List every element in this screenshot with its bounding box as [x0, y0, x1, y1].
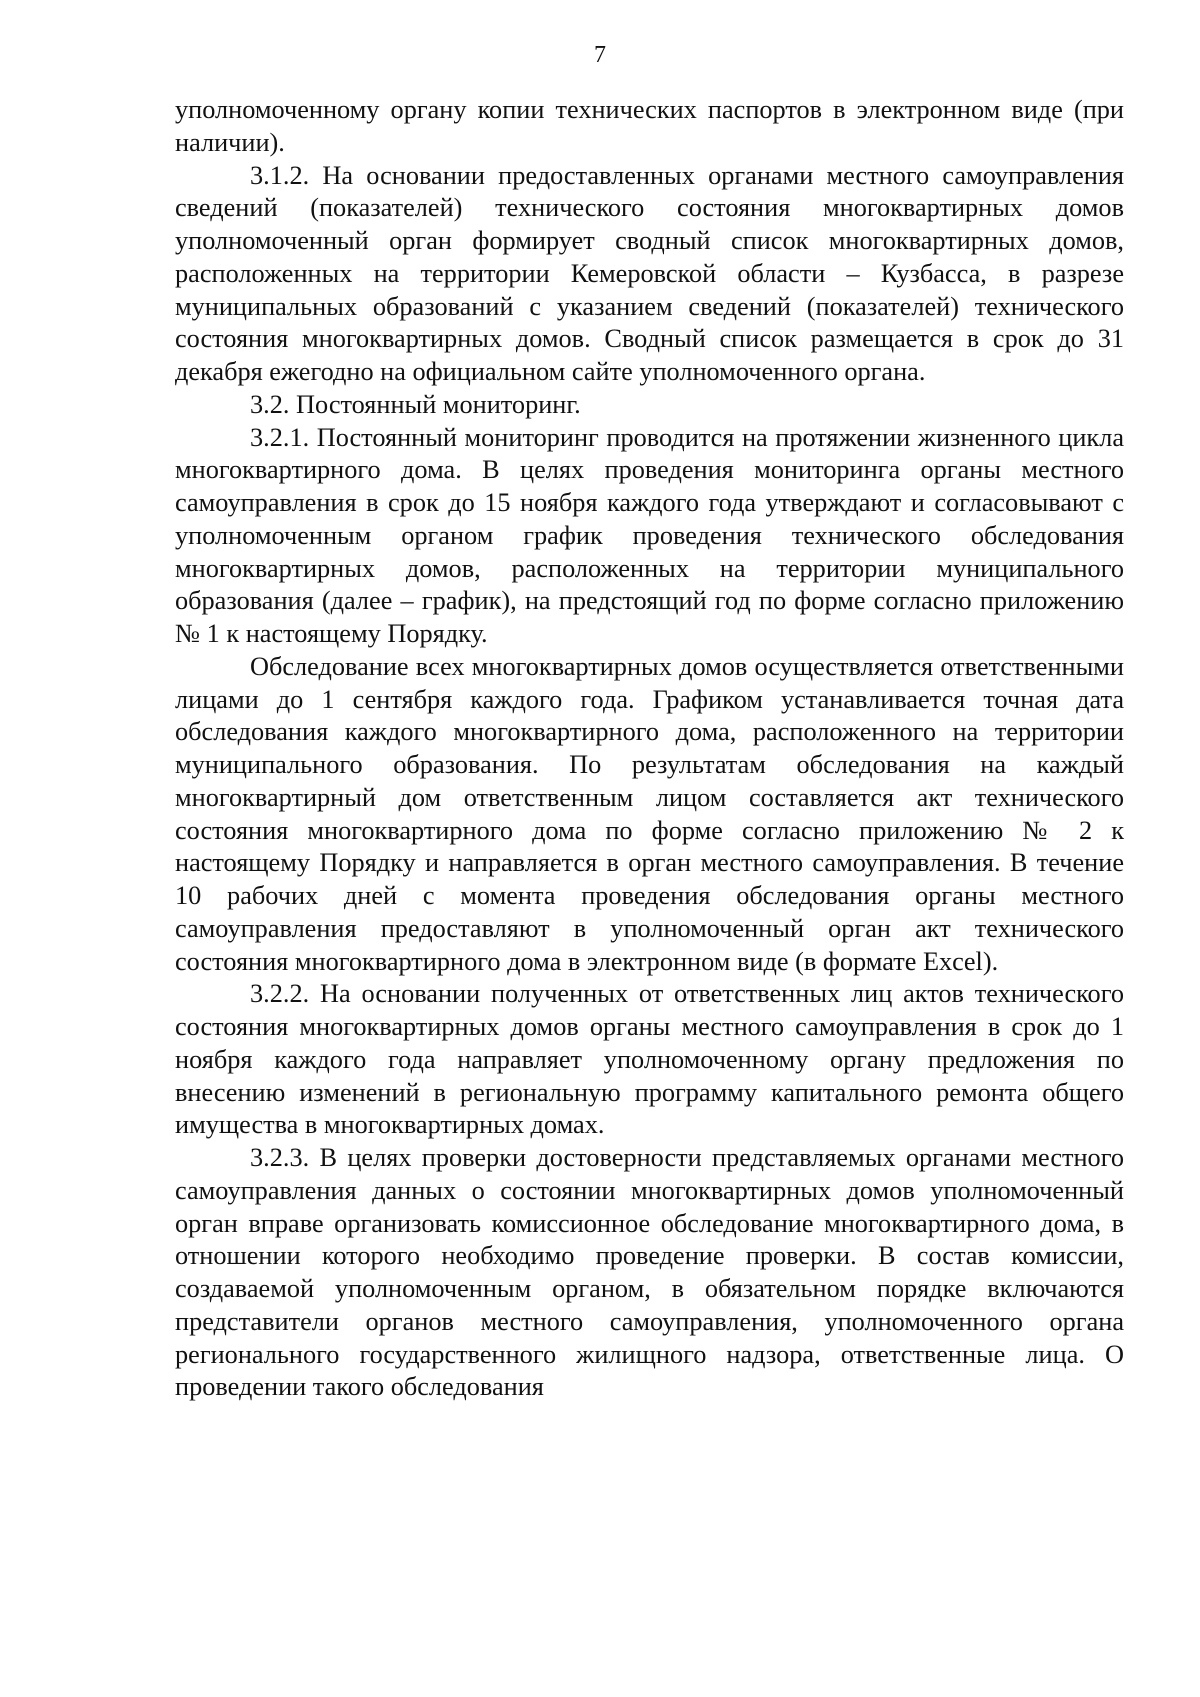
- paragraph-inspection: Обследование всех многоквартирных домов осуществляется ответственными лицами до 1 сентября каждого года. Графиком устанавливается точная дата обследования каждого многоквартирного дома, расположенного на территории муниципального образования. По результатам обследования на каждый многоквартирный дом ответственным лицом составляется акт технического состояния многоквартирного дома по форме согласно приложению № 2 к настоящему Порядку и направляется в орган местного самоуправления. В течение 10 рабочих дней с момента проведения обследования органы местного самоуправления предоставляют в уполномоченный орган акт технического состояния многоквартирного дома в электронном виде (в формате Excel).: [175, 651, 1124, 976]
- document-body: [175, 94, 1124, 1404]
- paragraph-3-2-2: 3.2.2. На основании полученных от ответственных лиц актов технического состояния многоквартирных домов органы местного самоуправления в срок до 1 ноября каждого года направляет уполномоченному органу предложения по внесению изменений в региональную программу капитального ремонта общего имущества в многоквартирных домах.: [175, 979, 1124, 1140]
- section-heading-3-2: 3.2. Постоянный мониторинг.: [250, 389, 581, 419]
- paragraph-continuation: уполномоченному органу копии технических паспортов в электронном виде (при наличии).: [175, 95, 1124, 157]
- page-number: 7: [594, 42, 606, 68]
- paragraph-3-1-2: 3.1.2. На основании предоставленных органами местного самоуправления сведений (показателей) технического состояния многоквартирных домов уполномоченный орган формирует сводный список многоквартирных домов, расположенных на территории Кемеровской области – Кузбасса, в разрезе муниципальных образований с указанием сведений (показателей) технического состояния многоквартирных домов. Сводный список размещается в срок до 31 декабря ежегодно на официальном сайте уполномоченного органа.: [175, 160, 1124, 386]
- paragraph-3-2-3: 3.2.3. В целях проверки достоверности представляемых органами местного самоуправления данных о состоянии многоквартирных домов уполномоченный орган вправе организовать комиссионное обследование многоквартирного дома, в отношении которого необходимо проведение проверки. В состав комиссии, создаваемой уполномоченным органом, в обязательном порядке включаются представители органов местного самоуправления, уполномоченного органа регионального государственного жилищного надзора, ответственные лица. О проведении такого обследования: [175, 1143, 1124, 1402]
- paragraph-3-2-1: 3.2.1. Постоянный мониторинг проводится на протяжении жизненного цикла многоквартирного дома. В целях проведения мониторинга органы местного самоуправления в срок до 15 ноября каждого года утверждают и согласовывают с уполномоченным органом график проведения технического обследования многоквартирных домов, расположенных на территории муниципального образования (далее – график), на предстоящий год по форме согласно приложению № 1 к настоящему Порядку.: [175, 422, 1124, 648]
